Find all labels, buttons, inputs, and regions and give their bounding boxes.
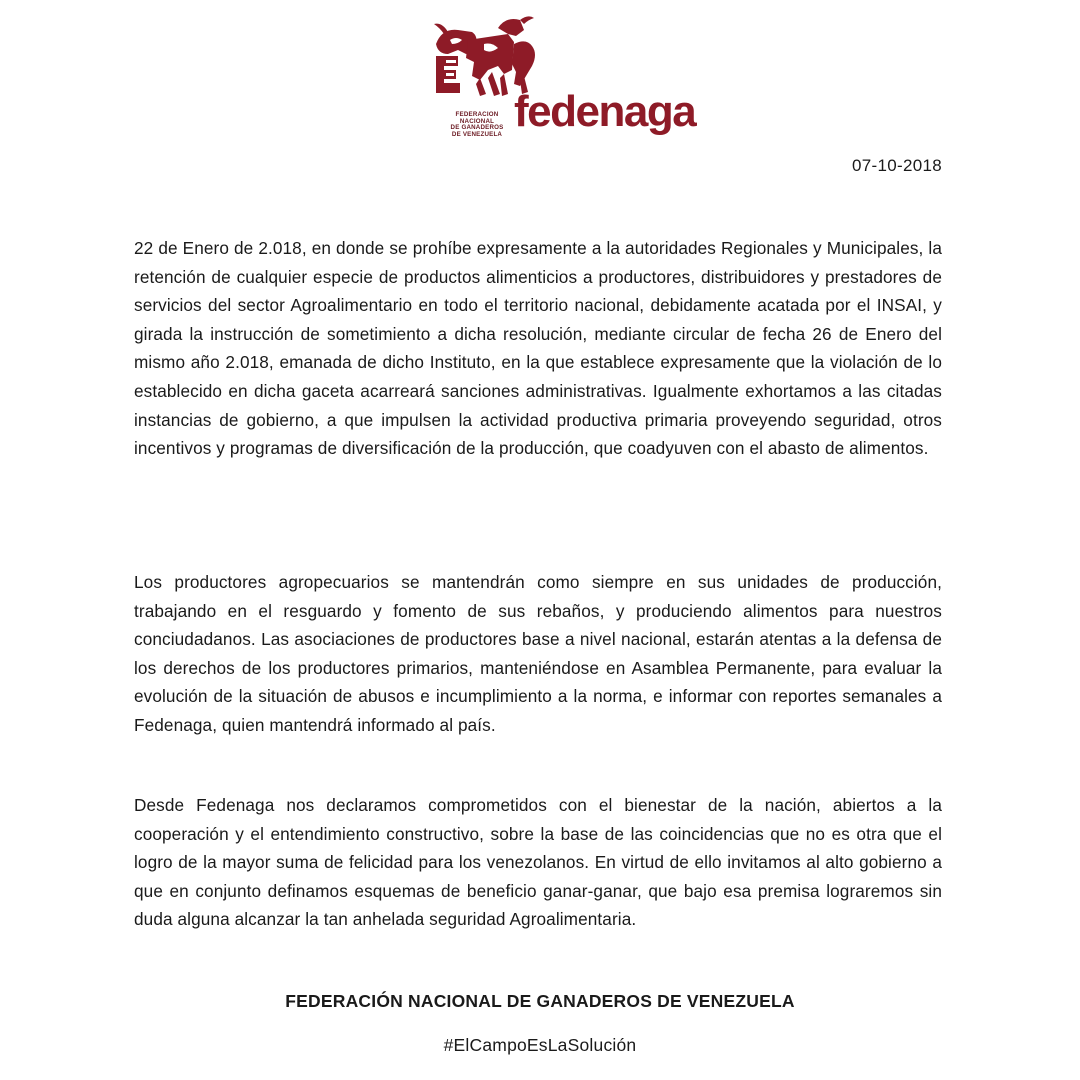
body-paragraph: 22 de Enero de 2.018, en donde se prohíbe expresamente a la autoridades Regionales y Municipales, la retención de cualquier especie de productos alimenticios a productores, distribuidores y prestadores de servicios del sector Agroalimentario en todo el territorio nacional, debidamente acatada por el INSAI, y girada la instrucción de sometimiento a dicha resolución, mediante circular de fecha 26 de Enero del mismo año 2.018, emanada de dicho Instituto, en la que establece expresamente que la violación de lo establecido en dicha gaceta acarreará sanciones administrativas. Igualmente exhortamos a las citadas instancias de gobierno, a que impulsen la actividad productiva primaria proveyendo seguridad, otros incentivos y programas de diversificación de la producción, que coadyuven con el abasto de alimentos. bbox=[134, 238, 942, 459]
logo-wordmark: fedenaga bbox=[514, 87, 696, 136]
document-date: 07-10-2018 bbox=[852, 156, 942, 175]
logo-line: FEDERACION bbox=[455, 111, 499, 118]
logo-org-name bbox=[438, 112, 516, 138]
body-paragraph: Los productores agropecuarios se mantendrán como siempre en sus unidades de producción, trabajando en el resguardo y fomento de sus rebaños, y produciendo alimentos para nuestros conciudadanos. Las asociaciones de productores base a nivel nacional, estarán atentas a la defensa de los derechos de los productores primarios, manteniéndose en Asamblea Permanente, para evaluar la evolución de la situación de abusos e incumplimiento a la norma, e informar con reportes semanales a Fedenaga, quien mantendrá informado al país. bbox=[134, 572, 942, 735]
logo-line: DE VENEZUELA bbox=[451, 130, 503, 138]
signature-organization: FEDERACIÓN NACIONAL DE GANADEROS DE VENEZUELA bbox=[285, 991, 795, 1011]
fedenaga-logo bbox=[428, 14, 696, 144]
body-paragraph: Desde Fedenaga nos declaramos comprometidos con el bienestar de la nación, abiertos a la cooperación y el entendimiento constructivo, sobre la base de las coincidencias que no es otra que el logro de la mayor suma de felicidad para los venezolanos. En virtud de ello invitamos al alto gobierno a que en conjunto definamos esquemas de beneficio ganar-ganar, que bajo esa premisa lograremos sin duda alguna alcanzar la tan anhelada seguridad Agroalimentaria. bbox=[134, 795, 942, 930]
logo-line: DE GANADEROS bbox=[450, 124, 504, 131]
hashtag: #ElCampoEsLaSolución bbox=[443, 1035, 637, 1055]
logo-line: NACIONAL bbox=[459, 117, 495, 125]
